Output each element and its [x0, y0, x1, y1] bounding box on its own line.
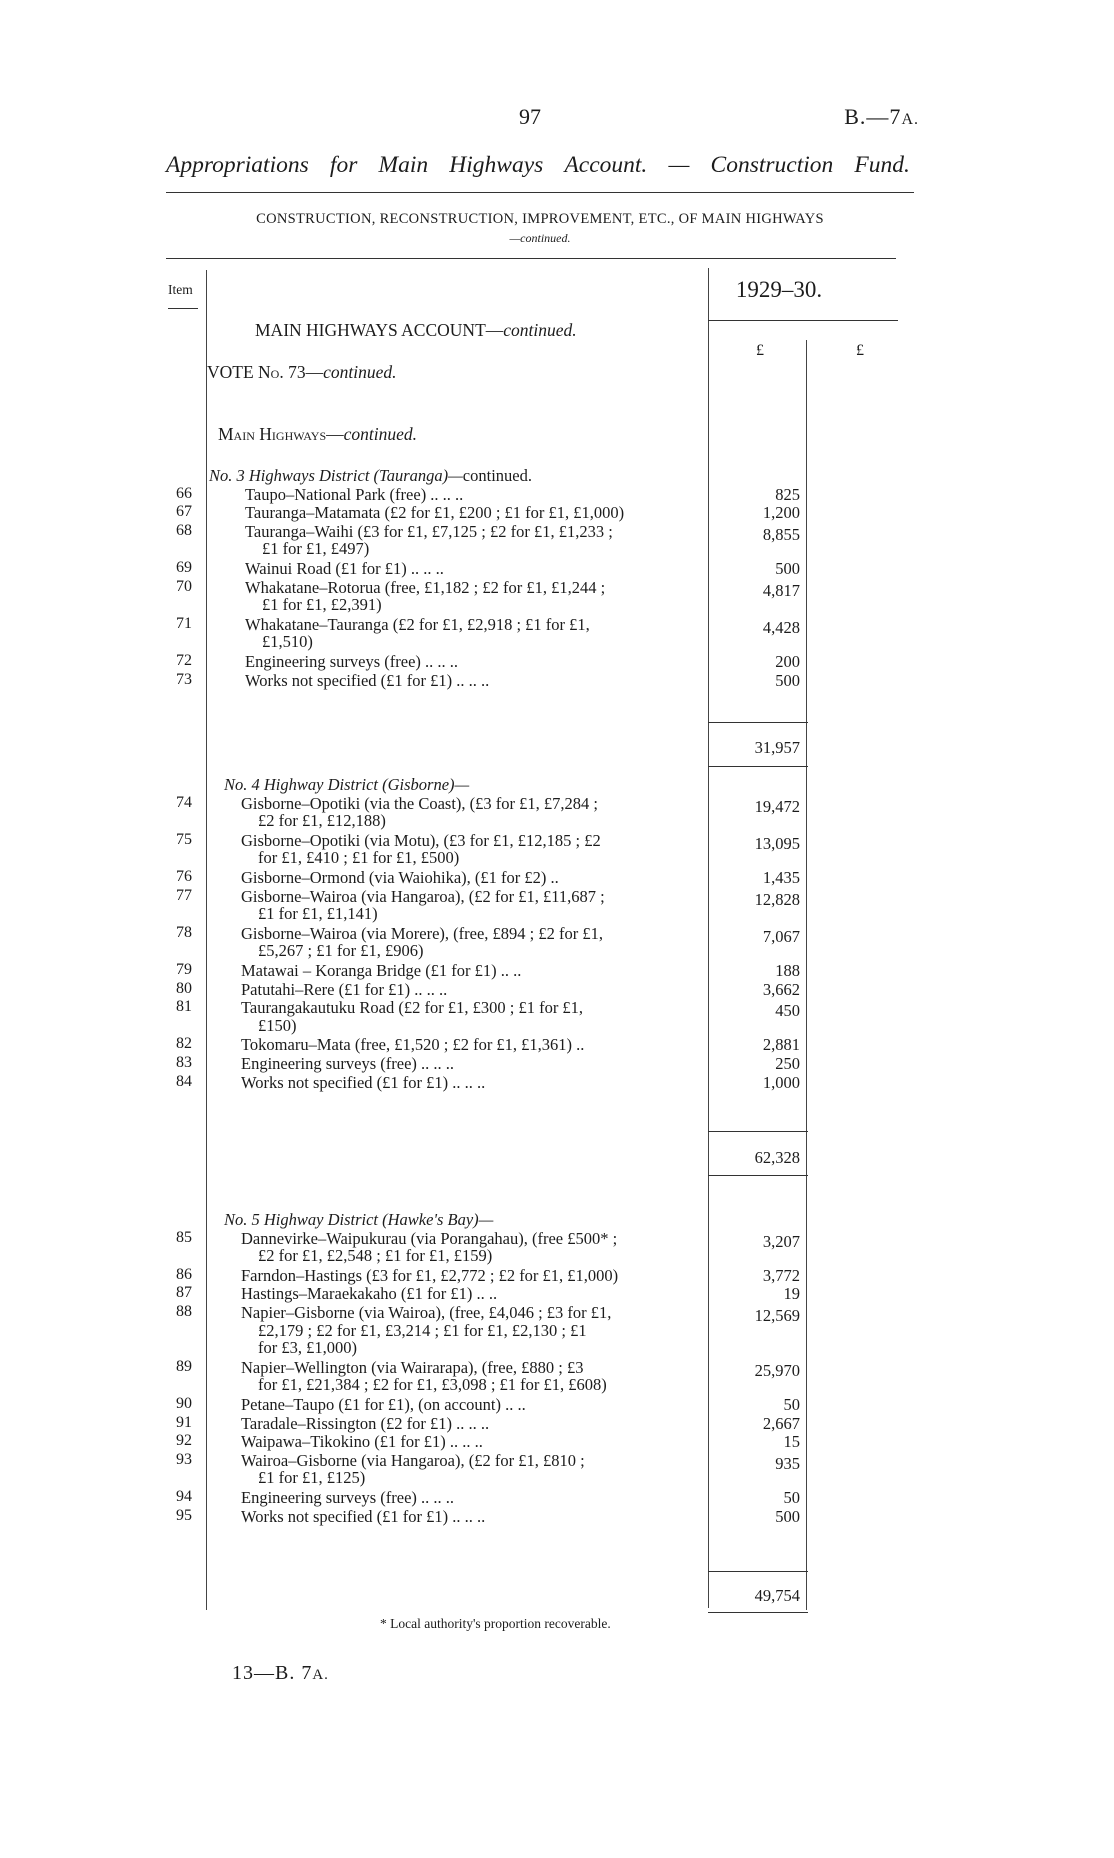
item-amount: 200 [775, 652, 800, 671]
title-word: — [668, 152, 690, 178]
item-description-line: Napier–Wellington (via Wairarapa), (free, £880 ; £3 [241, 1357, 584, 1377]
item-number: 69 [176, 559, 192, 576]
item-description-line: Farndon–Hastings (£3 for £1, £2,772 ; £2 for £1, £1,000) [241, 1265, 619, 1285]
item-description-line: Whakatane–Tauranga (£2 for £1, £2,918 ; £1 for £1, [245, 614, 590, 634]
account-heading [255, 320, 577, 341]
district-heading [224, 775, 469, 795]
item-amount: 450 [775, 1001, 800, 1021]
main-highways-heading-continued: continued. [343, 424, 418, 444]
main-highways-heading-main: Main Highways— [218, 424, 344, 444]
item-number: 77 [176, 886, 192, 904]
reference-main: B.—7 [844, 104, 902, 129]
district-heading-main: No. 5 Highway District (Hawke's Bay)— [224, 1210, 494, 1229]
item-description-line: for £1, £410 ; £1 for £1, £500) [258, 848, 460, 868]
document-reference [844, 104, 919, 130]
account-heading-main: MAIN HIGHWAYS ACCOUNT— [255, 320, 504, 340]
item-amount: 50 [783, 1488, 800, 1507]
item-description-line: Engineering surveys (free) .. .. .. [245, 652, 459, 671]
item-number: 74 [176, 793, 192, 811]
item-number: 70 [176, 577, 192, 595]
item-amount: 500 [775, 559, 800, 578]
year-header-rule [708, 320, 898, 321]
table-top-rule [166, 258, 896, 259]
item-description-line: Napier–Gisborne (via Wairoa), (free, £4,046 ; £3 for £1, [241, 1303, 612, 1322]
page-number: 97 [519, 104, 541, 129]
district-total-bottom-rule [708, 766, 808, 767]
item-description-line: Tokomaru–Mata (free, £1,520 ; £2 for £1, £1,361) .. [241, 1035, 585, 1055]
item-amount: 25,970 [754, 1360, 800, 1380]
item-description-line: Tauranga–Waihi (£3 for £1, £7,125 ; £2 for £1, £1,233 ; [245, 521, 613, 541]
item-amount: 4,428 [762, 617, 800, 637]
item-number: 66 [176, 484, 192, 502]
item-number: 90 [176, 1395, 192, 1412]
item-description-line: £1 for £1, £125) [258, 1468, 366, 1488]
item-number: 85 [176, 1228, 192, 1246]
item-amount: 19 [783, 1284, 800, 1304]
item-number: 68 [176, 521, 192, 539]
item-amount: 7,067 [762, 926, 800, 946]
reference-suffix: A. [901, 111, 919, 128]
item-description-line: £5,267 ; £1 for £1, £906) [258, 941, 424, 961]
item-description-line: Gisborne–Wairoa (via Morere), (free, £894 ; £2 for £1, [241, 923, 604, 943]
item-description-line: £1 for £1, £497) [262, 539, 370, 559]
title-word: for [329, 152, 358, 178]
item-number: 93 [176, 1450, 192, 1468]
item-amount: 250 [775, 1054, 800, 1073]
item-number: 84 [176, 1072, 192, 1090]
district-heading-continued: continued. [462, 466, 532, 485]
title-rule [166, 192, 914, 193]
district-total-top-rule [708, 1131, 808, 1132]
item-description-line: £150) [258, 1015, 297, 1035]
item-amount: 12,569 [754, 1306, 800, 1325]
year-header: 1929–30. [735, 277, 823, 302]
item-amount: 935 [775, 1453, 800, 1473]
item-amount: 188 [775, 961, 800, 980]
item-description-line: Petane–Taupo (£1 for £1), (on account) .. .. [241, 1395, 526, 1414]
vote-heading-continued: continued. [323, 362, 397, 382]
pound-sign-2: £ [856, 342, 864, 359]
item-description-line: £1,510) [262, 632, 313, 652]
item-number: 73 [176, 670, 192, 688]
total-column-rule [806, 340, 807, 1610]
item-header-rule [168, 308, 198, 309]
item-description-line: Works not specified (£1 for £1) .. .. .. [241, 1072, 486, 1092]
item-amount: 8,855 [762, 524, 800, 544]
item-description-line: Gisborne–Ormond (via Waiohika), (£1 for £2) .. [241, 868, 559, 887]
item-description-line: £2 for £1, £2,548 ; £1 for £1, £159) [258, 1246, 493, 1266]
item-description-line: Wairoa–Gisborne (via Hangaroa), (£2 for £1, £810 ; [241, 1450, 585, 1470]
section-heading-continued: —continued. [509, 231, 571, 245]
page-signature [232, 1662, 329, 1685]
item-description-line: Works not specified (£1 for £1) .. .. .. [245, 670, 490, 690]
item-number: 88 [176, 1303, 192, 1320]
item-description-line: Tauranga–Matamata (£2 for £1, £200 ; £1 for £1, £1,000) [245, 503, 625, 523]
district-total-top-rule [708, 1571, 808, 1572]
vote-heading [207, 362, 396, 383]
item-description-line: Taurangakautuku Road (£2 for £1, £300 ; £1 for £1, [241, 998, 584, 1018]
account-heading-continued: continued. [503, 320, 577, 340]
vote-heading-main: VOTE No. 73— [207, 362, 324, 382]
item-number: 91 [176, 1413, 192, 1431]
signature-suffix: A. [312, 1667, 329, 1683]
item-description-line: £2,179 ; £2 for £1, £3,214 ; £1 for £1, £2,130 ; £1 [258, 1320, 587, 1340]
item-description-line: Wainui Road (£1 for £1) .. .. .. [245, 559, 444, 578]
item-description-line: Whakatane–Rotorua (free, £1,182 ; £2 for £1, £1,244 ; [245, 577, 606, 597]
item-description-line: Hastings–Maraekakaho (£1 for £1) .. .. [241, 1284, 498, 1304]
item-description-line: Dannevirke–Waipukurau (via Porangahau), (free £500* ; [241, 1228, 618, 1248]
item-description-line: for £1, £21,384 ; £2 for £1, £3,098 ; £1 for £1, £608) [258, 1375, 607, 1395]
item-number: 82 [176, 1035, 192, 1053]
item-column-rule [206, 270, 207, 1610]
item-amount: 825 [775, 484, 800, 504]
title-word: Appropriations [166, 152, 309, 178]
district-heading-main: No. 4 Highway District (Gisborne)— [224, 775, 470, 794]
item-amount: 1,000 [762, 1072, 800, 1092]
district-heading [209, 466, 532, 486]
item-description-line: Gisborne–Opotiki (via the Coast), (£3 for £1, £7,284 ; [241, 793, 598, 813]
title-word: Construction [710, 152, 834, 178]
section-heading: CONSTRUCTION, RECONSTRUCTION, IMPROVEMENT, ETC., OF MAIN HIGHWAYS [256, 211, 824, 227]
pound-sign-1: £ [756, 342, 764, 359]
item-number: 94 [176, 1488, 192, 1505]
item-number: 95 [176, 1506, 192, 1524]
item-number: 87 [176, 1284, 192, 1302]
item-column-header: Item [168, 282, 193, 297]
district-heading [224, 1210, 493, 1230]
item-description-line: Patutahi–Rere (£1 for £1) .. .. .. [241, 979, 448, 999]
district-total-bottom-rule [708, 1175, 808, 1176]
item-amount: 1,200 [762, 503, 800, 523]
item-number: 81 [176, 998, 192, 1016]
item-number: 71 [176, 614, 192, 632]
item-amount: 3,772 [762, 1265, 800, 1285]
title-word: Highways [449, 152, 544, 178]
title-word: Account. [564, 152, 648, 178]
item-number: 83 [176, 1054, 192, 1071]
item-amount: 13,095 [754, 833, 800, 853]
item-number: 67 [176, 503, 192, 521]
item-amount: 500 [775, 1506, 800, 1526]
item-description-line: £1 for £1, £2,391) [262, 595, 382, 615]
district-total-bottom-rule [708, 1612, 808, 1613]
district-total-top-rule [708, 722, 808, 723]
item-amount: 19,472 [754, 796, 800, 816]
item-amount: 2,667 [762, 1413, 800, 1433]
item-description-line: Taupo–National Park (free) .. .. .. [245, 484, 464, 504]
item-description-line: Engineering surveys (free) .. .. .. [241, 1054, 455, 1073]
page-title [166, 152, 910, 179]
item-number: 76 [176, 868, 192, 885]
item-number: 80 [176, 979, 192, 997]
item-amount: 1,435 [762, 868, 800, 887]
item-description-line: £2 for £1, £12,188) [258, 811, 386, 831]
item-description-line: Matawai – Koranga Bridge (£1 for £1) .. .. [241, 961, 522, 980]
title-word: Main [378, 152, 429, 178]
item-number: 79 [176, 961, 192, 978]
item-description-line: Taradale–Rissington (£2 for £1) .. .. .. [241, 1413, 490, 1433]
item-number: 89 [176, 1357, 192, 1375]
main-highways-heading [218, 424, 417, 445]
item-number: 72 [176, 652, 192, 669]
item-number: 75 [176, 830, 192, 848]
footnote: * Local authority's proportion recoverable. [380, 1616, 611, 1631]
item-description-line: Gisborne–Opotiki (via Motu), (£3 for £1, £12,185 ; £2 [241, 830, 601, 850]
item-description-line: £1 for £1, £1,141) [258, 904, 378, 924]
district-heading-main: No. 3 Highways District (Tauranga)— [209, 466, 463, 485]
item-description-line: Engineering surveys (free) .. .. .. [241, 1488, 455, 1507]
district-total: 49,754 [754, 1586, 800, 1605]
item-description-line: Works not specified (£1 for £1) .. .. .. [241, 1506, 486, 1526]
signature-main: 13—B. 7 [232, 1662, 313, 1684]
item-description-line: for £3, £1,000) [258, 1338, 357, 1358]
district-total: 62,328 [754, 1148, 800, 1167]
district-total: 31,957 [754, 738, 800, 757]
item-number: 86 [176, 1265, 192, 1283]
item-amount: 2,881 [762, 1035, 800, 1055]
item-amount: 3,662 [762, 979, 800, 999]
title-word: Fund. [854, 152, 910, 178]
item-number: 92 [176, 1432, 192, 1450]
item-amount: 15 [783, 1432, 800, 1452]
item-description-line: Waipawa–Tikokino (£1 for £1) .. .. .. [241, 1432, 483, 1452]
item-number: 78 [176, 923, 192, 941]
item-amount: 12,828 [754, 889, 800, 909]
item-amount: 4,817 [762, 580, 800, 600]
item-amount: 50 [783, 1395, 800, 1414]
item-amount: 3,207 [762, 1231, 800, 1251]
item-description-line: Gisborne–Wairoa (via Hangaroa), (£2 for £1, £11,687 ; [241, 886, 605, 906]
item-amount: 500 [775, 670, 800, 690]
